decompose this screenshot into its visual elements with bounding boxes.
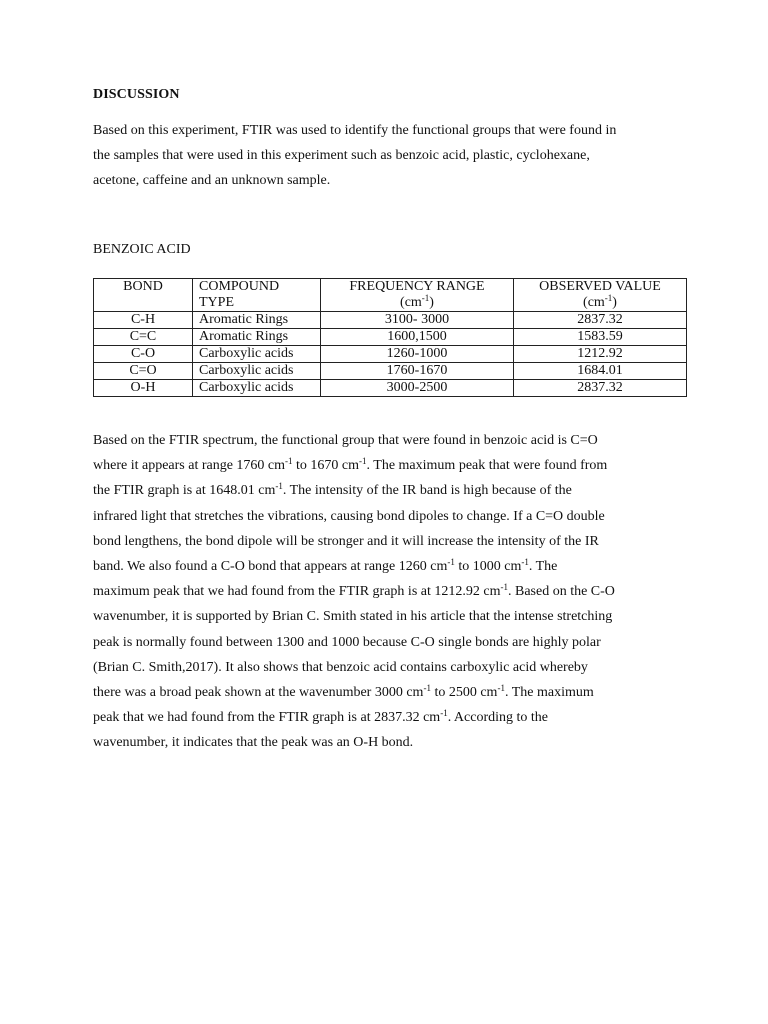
text-line: band. We also found a C-O bond that appears at range 1260 $cm^{-1}$ to 1000 $cm^{-1}$. The [93, 557, 558, 575]
text-line: where it appears at range 1760 $cm^{-1}$ to 1670 $cm^{-1}$. The maximum peak that were found from [93, 456, 608, 474]
cell-range: 1600,1500 [321, 329, 514, 346]
table-row [94, 312, 687, 329]
header-observed-value: OBSERVED VALUE $(cm^{-1})$ [514, 279, 687, 312]
header-bond: BOND [94, 279, 193, 312]
text-line: infrared light that stretches the vibrations, causing bond dipoles to change. If a C=O double [93, 508, 605, 524]
table-row [94, 346, 687, 363]
intro-line: Based on this experiment, FTIR was used to identify the functional groups that were found in [93, 123, 617, 138]
intro-line: acetone, caffeine and an unknown sample. [93, 173, 331, 189]
text-line: wavenumber, it is supported by Brian C. Smith stated in his article that the intense stretching [93, 609, 613, 625]
cell-bond: O-H [94, 380, 193, 397]
header-compound-type: COMPOUND TYPE [193, 279, 321, 312]
cell-observed: 1684.01 [514, 363, 687, 380]
cell-range: 1760-1670 [321, 363, 514, 380]
cell-observed: 1212.92 [514, 346, 687, 363]
intro-line: the samples that were used in this experiment such as benzoic acid, plastic, cyclohexane, [93, 148, 590, 164]
cell-range: 3100- 3000 [321, 312, 514, 329]
benzoic-acid-table [93, 278, 687, 397]
cell-observed: 1583.59 [514, 329, 687, 346]
text-line: the FTIR graph is at 1648.01 $cm^{-1}$. The intensity of the IR band is high because of the [93, 481, 572, 499]
text-line: maximum peak that we had found from the FTIR graph is at 1212.92 $cm^{-1}$. Based on the C-O [93, 582, 615, 600]
text-line: Based on the FTIR spectrum, the functional group that were found in benzoic acid is C=O [93, 433, 598, 448]
text-line: there was a broad peak shown at the wavenumber 3000 $cm^{-1}$ to 2500 $cm^{-1}$. The maximum [93, 683, 594, 701]
text-line: (Brian C. Smith,2017). It also shows that benzoic acid contains carboxylic acid whereby [93, 659, 588, 675]
table-row [94, 380, 687, 397]
cell-type: Carboxylic acids [193, 380, 321, 397]
cell-observed: 2837.32 [514, 380, 687, 397]
section-title: BENZOIC ACID [93, 242, 191, 257]
text-line: bond lengthens, the bond dipole will be stronger and it will increase the intensity of the IR [93, 533, 599, 549]
table-row [94, 329, 687, 346]
cell-type: Aromatic Rings [193, 312, 321, 329]
cell-type: Carboxylic acids [193, 363, 321, 380]
cell-bond: C=C [94, 329, 193, 346]
cell-type: Carboxylic acids [193, 346, 321, 363]
text-line: peak is normally found between 1300 and 1000 because C-O single bonds are highly polar [93, 634, 601, 650]
cell-range: 1260-1000 [321, 346, 514, 363]
cell-observed: 2837.32 [514, 312, 687, 329]
text-line: peak that we had found from the FTIR graph is at 2837.32 $cm^{-1}$. According to the [93, 708, 549, 726]
text-line: wavenumber, it indicates that the peak was an O-H bond. [93, 735, 414, 751]
intro-paragraph [93, 118, 693, 194]
cell-bond: C-H [94, 312, 193, 329]
discussion-paragraph [93, 428, 693, 756]
cell-range: 3000-2500 [321, 380, 514, 397]
header-frequency-range: FREQUENCY RANGE $(cm^{-1})$ [321, 279, 514, 312]
table-row [94, 363, 687, 380]
discussion-heading: DISCUSSION [93, 87, 180, 102]
cell-bond: C=O [94, 363, 193, 380]
cell-type: Aromatic Rings [193, 329, 321, 346]
cell-bond: C-O [94, 346, 193, 363]
table-header-row [94, 279, 687, 312]
